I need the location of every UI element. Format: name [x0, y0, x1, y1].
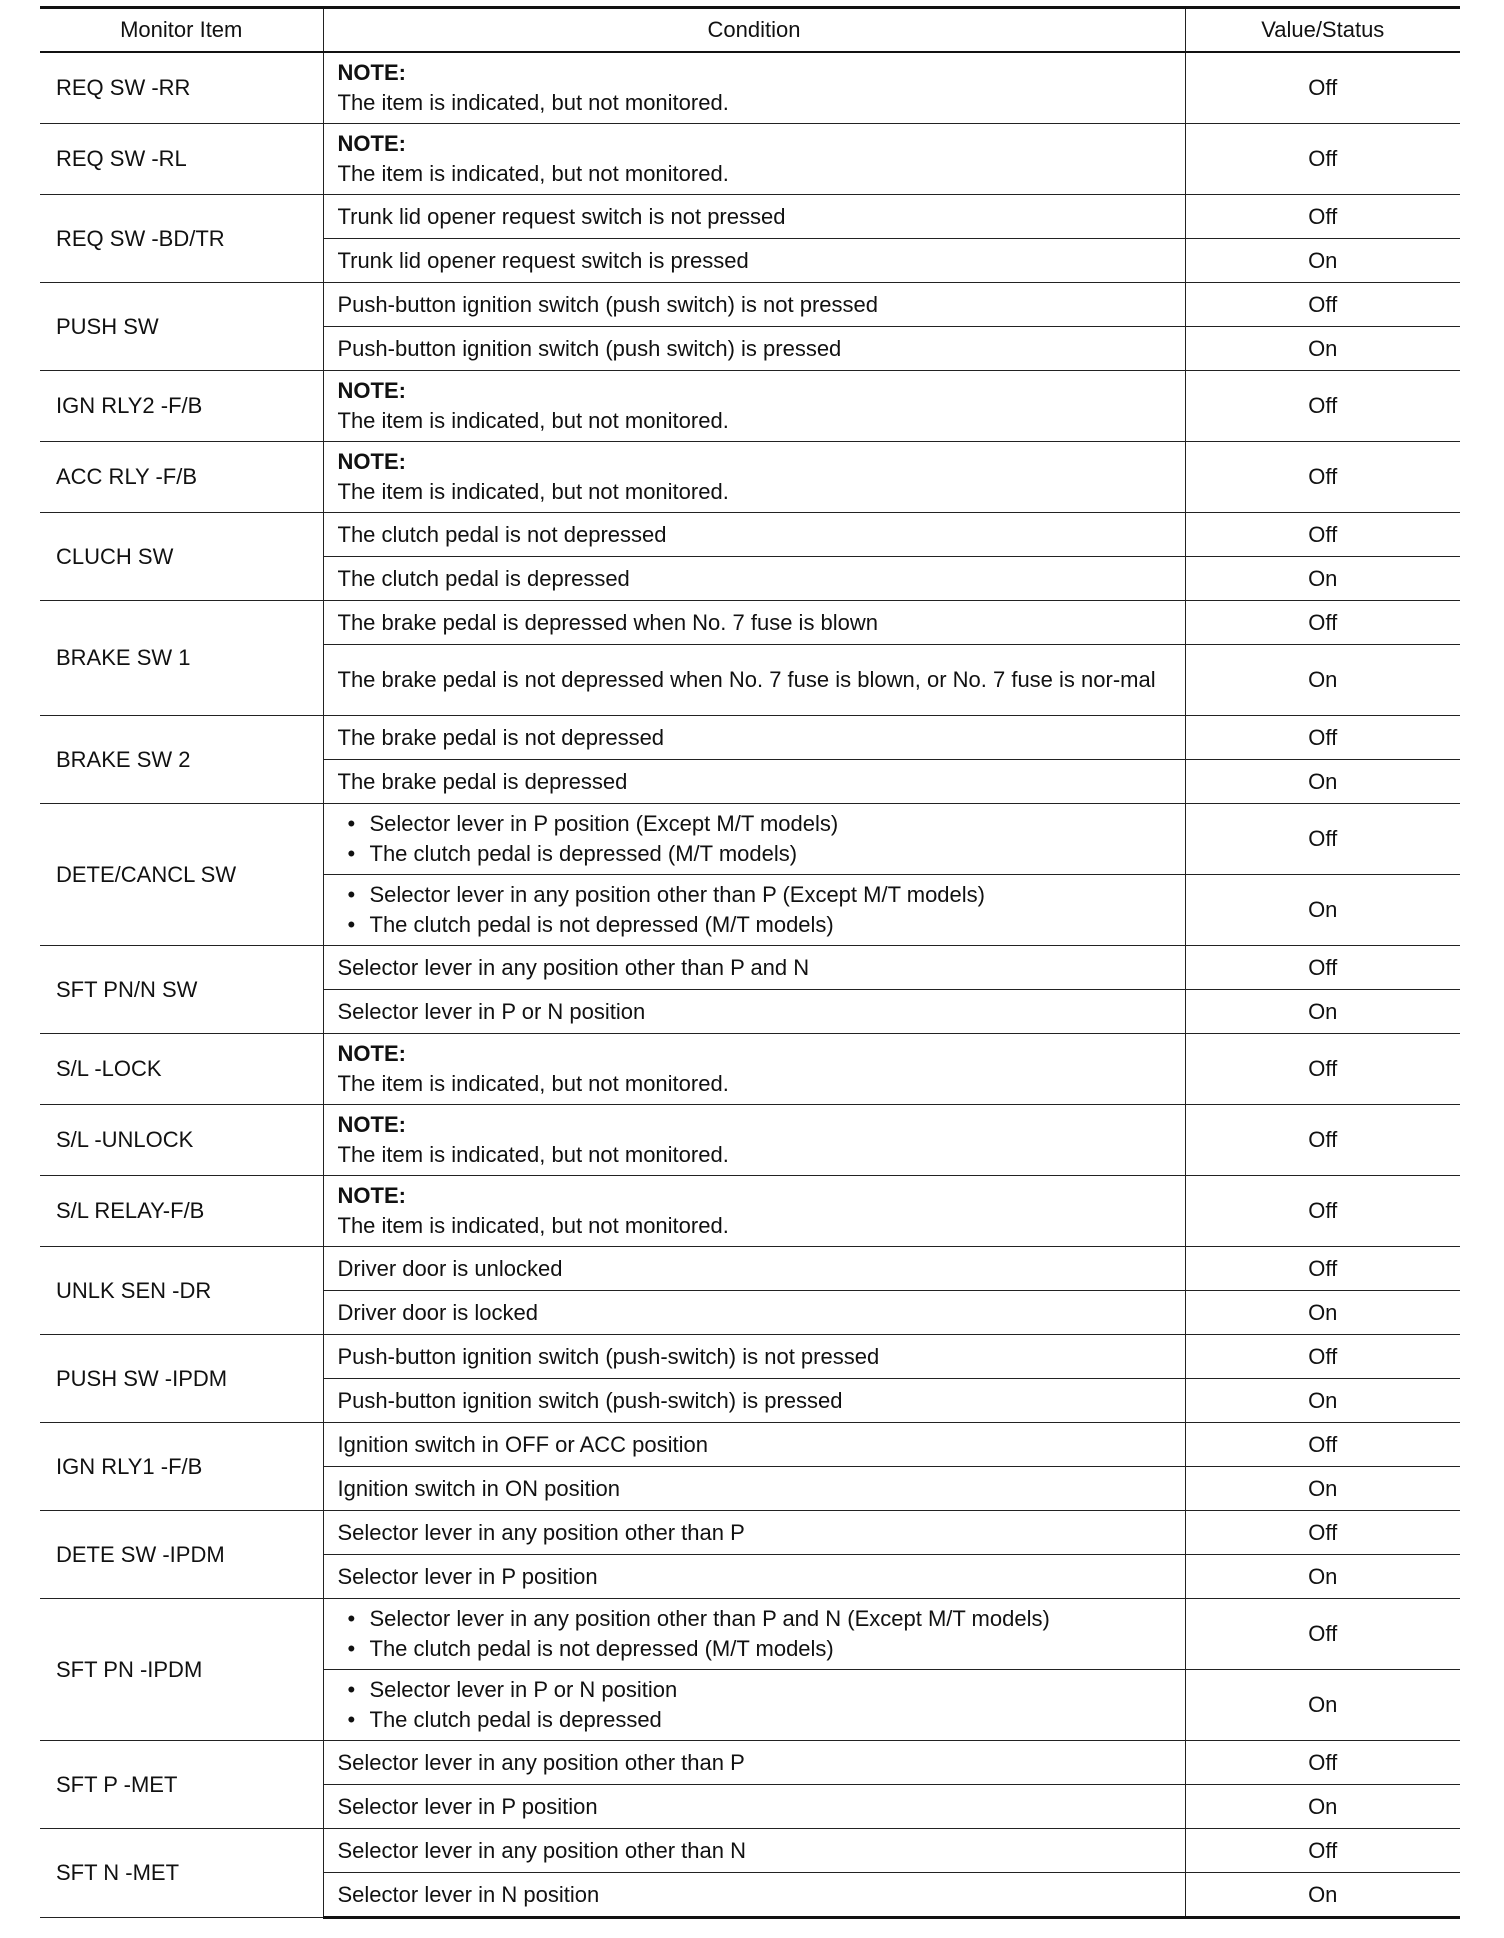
monitor-item-cell: BRAKE SW 2 [40, 716, 323, 804]
note-label: NOTE: [337, 1041, 406, 1066]
condition-text: Push-button ignition switch (push-switch) is not pressed [337, 1343, 880, 1369]
value-status-cell: On [1185, 327, 1460, 371]
table-row [40, 1423, 1460, 1467]
value-status-cell: On [1185, 760, 1460, 804]
condition-cell [323, 1335, 1185, 1379]
condition-cell [323, 124, 1185, 195]
value-status-cell: On [1185, 645, 1460, 716]
condition-cell [323, 1034, 1185, 1105]
condition-text: The clutch pedal is not depressed [337, 521, 667, 547]
table-row [40, 371, 1460, 442]
value-status-cell: Off [1185, 124, 1460, 195]
value-status-cell: Off [1185, 716, 1460, 760]
table-row [40, 1599, 1460, 1670]
condition-text: Selector lever in N position [337, 1881, 600, 1907]
monitor-item-cell: IGN RLY2 -F/B [40, 371, 323, 442]
value-status-cell: Off [1185, 1599, 1460, 1670]
monitor-table [40, 6, 1460, 1919]
condition-cell [323, 283, 1185, 327]
table-row [40, 1511, 1460, 1555]
monitor-item-cell: REQ SW -RR [40, 52, 323, 124]
monitor-item-cell: DETE SW -IPDM [40, 1511, 323, 1599]
condition-cell [323, 875, 1185, 946]
table-row [40, 513, 1460, 557]
condition-text: The brake pedal is depressed when No. 7 fuse is blown [337, 609, 879, 635]
monitor-item-cell: PUSH SW -IPDM [40, 1335, 323, 1423]
bullet-item: • The clutch pedal is depressed [348, 1705, 1171, 1735]
condition-text: The brake pedal is not depressed [337, 724, 665, 750]
note-text: The item is indicated, but not monitored. [337, 408, 729, 433]
monitor-item-cell: SFT P -MET [40, 1741, 323, 1829]
condition-cell [323, 804, 1185, 875]
condition-cell [323, 371, 1185, 442]
monitor-item-cell: DETE/CANCL SW [40, 804, 323, 946]
table-row [40, 1247, 1460, 1291]
value-status-cell: On [1185, 1670, 1460, 1741]
value-status-cell: Off [1185, 946, 1460, 990]
value-status-cell: Off [1185, 1741, 1460, 1785]
condition-cell [323, 1599, 1185, 1670]
condition-text: Ignition switch in OFF or ACC position [337, 1431, 708, 1457]
note-text: The item is indicated, but not monitored. [337, 90, 729, 115]
bullet-item: • Selector lever in any position other than P (Except M/T models) [348, 880, 1171, 910]
value-status-cell: On [1185, 1555, 1460, 1599]
monitor-item-cell: IGN RLY1 -F/B [40, 1423, 323, 1511]
value-status-cell: Off [1185, 52, 1460, 124]
note-label: NOTE: [337, 1183, 406, 1208]
monitor-item-cell: S/L -LOCK [40, 1034, 323, 1105]
condition-cell [323, 1423, 1185, 1467]
monitor-item-cell: SFT PN/N SW [40, 946, 323, 1034]
note-text: The item is indicated, but not monitored. [337, 479, 729, 504]
condition-cell [323, 1829, 1185, 1873]
value-status-cell: Off [1185, 1335, 1460, 1379]
note-text: The item is indicated, but not monitored. [337, 1213, 729, 1238]
value-status-cell: On [1185, 1467, 1460, 1511]
value-status-cell: Off [1185, 1034, 1460, 1105]
value-status-cell: On [1185, 1291, 1460, 1335]
monitor-item-cell: PUSH SW [40, 283, 323, 371]
value-status-cell: Off [1185, 1247, 1460, 1291]
monitor-item-cell: REQ SW -BD/TR [40, 195, 323, 283]
table-row [40, 946, 1460, 990]
table-row [40, 52, 1460, 124]
table-row [40, 1105, 1460, 1176]
note-text: The item is indicated, but not monitored. [337, 1142, 729, 1167]
condition-cell [323, 1176, 1185, 1247]
value-status-cell: On [1185, 990, 1460, 1034]
condition-cell [323, 716, 1185, 760]
note-label: NOTE: [337, 1112, 406, 1137]
condition-text: Push-button ignition switch (push-switch) is pressed [337, 1387, 843, 1413]
table-body [40, 52, 1460, 1918]
bullet-list [338, 809, 1171, 869]
monitor-item-cell: BRAKE SW 1 [40, 601, 323, 716]
table-row [40, 283, 1460, 327]
condition-cell [323, 1670, 1185, 1741]
condition-text: Driver door is unlocked [337, 1255, 563, 1281]
note-text: The item is indicated, but not monitored. [337, 1071, 729, 1096]
bullet-item: • The clutch pedal is not depressed (M/T models) [348, 1634, 1171, 1664]
condition-cell [323, 1741, 1185, 1785]
value-status-cell: On [1185, 1873, 1460, 1918]
condition-text: Trunk lid opener request switch is pressed [337, 247, 749, 273]
condition-text: Selector lever in any position other than N [337, 1837, 746, 1863]
condition-cell [323, 1873, 1185, 1918]
value-status-cell: On [1185, 239, 1460, 283]
monitor-item-cell: SFT PN -IPDM [40, 1599, 323, 1741]
bullet-item: • Selector lever in any position other than P and N (Except M/T models) [348, 1604, 1171, 1634]
condition-cell [323, 645, 1185, 716]
value-status-cell: Off [1185, 1423, 1460, 1467]
condition-cell [323, 1467, 1185, 1511]
monitor-item-cell: REQ SW -RL [40, 124, 323, 195]
condition-text: Push-button ignition switch (push switch) is pressed [337, 335, 842, 361]
condition-cell [323, 990, 1185, 1034]
condition-cell [323, 1247, 1185, 1291]
bullet-list [338, 880, 1171, 940]
condition-text: The brake pedal is depressed [337, 768, 628, 794]
note-label: NOTE: [337, 378, 406, 403]
value-status-cell: Off [1185, 1176, 1460, 1247]
monitor-item-cell: S/L RELAY-F/B [40, 1176, 323, 1247]
condition-cell [323, 1105, 1185, 1176]
table-row [40, 1335, 1460, 1379]
condition-cell [323, 601, 1185, 645]
table-row [40, 124, 1460, 195]
bullet-item: • Selector lever in P position (Except M/T models) [348, 809, 1171, 839]
condition-cell [323, 1511, 1185, 1555]
condition-cell [323, 1291, 1185, 1335]
value-status-cell: On [1185, 1379, 1460, 1423]
monitor-item-cell: S/L -UNLOCK [40, 1105, 323, 1176]
monitor-item-cell: SFT N -MET [40, 1829, 323, 1918]
note-label: NOTE: [337, 60, 406, 85]
value-status-cell: Off [1185, 1511, 1460, 1555]
condition-cell [323, 239, 1185, 283]
value-status-cell: Off [1185, 804, 1460, 875]
value-status-cell: Off [1185, 601, 1460, 645]
condition-text: Selector lever in P or N position [337, 998, 646, 1024]
table-row [40, 1829, 1460, 1873]
condition-cell [323, 195, 1185, 239]
condition-text: Selector lever in any position other than P [337, 1519, 745, 1545]
value-status-cell: Off [1185, 371, 1460, 442]
note-text: The item is indicated, but not monitored. [337, 161, 729, 186]
condition-text: Selector lever in P position [337, 1793, 598, 1819]
table-row [40, 1176, 1460, 1247]
condition-cell [323, 557, 1185, 601]
value-status-cell: Off [1185, 195, 1460, 239]
condition-text: Selector lever in any position other than P and N [337, 954, 810, 980]
header-value-status: Value/Status [1185, 8, 1460, 53]
condition-text: Selector lever in P position [337, 1563, 598, 1589]
header-monitor-item: Monitor Item [40, 8, 323, 53]
bullet-item: • Selector lever in P or N position [348, 1675, 1171, 1705]
monitor-item-cell: UNLK SEN -DR [40, 1247, 323, 1335]
condition-text: Driver door is locked [337, 1299, 539, 1325]
condition-cell [323, 513, 1185, 557]
value-status-cell: Off [1185, 1829, 1460, 1873]
document-page [40, 6, 1460, 1919]
monitor-item-cell: ACC RLY -F/B [40, 442, 323, 513]
bullet-list [338, 1675, 1171, 1735]
bullet-list [338, 1604, 1171, 1664]
table-row [40, 1034, 1460, 1105]
value-status-cell: On [1185, 875, 1460, 946]
condition-text: Trunk lid opener request switch is not pressed [337, 203, 786, 229]
value-status-cell: Off [1185, 442, 1460, 513]
value-status-cell: On [1185, 1785, 1460, 1829]
note-label: NOTE: [337, 131, 406, 156]
table-row [40, 1741, 1460, 1785]
monitor-item-cell: CLUCH SW [40, 513, 323, 601]
condition-cell [323, 1555, 1185, 1599]
condition-cell [323, 760, 1185, 804]
table-row [40, 195, 1460, 239]
condition-cell [323, 1379, 1185, 1423]
condition-text: Ignition switch in ON position [337, 1475, 620, 1501]
value-status-cell: On [1185, 557, 1460, 601]
condition-cell [323, 1785, 1185, 1829]
condition-text: The clutch pedal is depressed [337, 565, 630, 591]
table-row [40, 716, 1460, 760]
value-status-cell: Off [1185, 283, 1460, 327]
note-label: NOTE: [337, 449, 406, 474]
condition-cell [323, 946, 1185, 990]
table-row [40, 601, 1460, 645]
value-status-cell: Off [1185, 513, 1460, 557]
condition-cell [323, 327, 1185, 371]
value-status-cell: Off [1185, 1105, 1460, 1176]
condition-text: Selector lever in any position other than P [337, 1749, 745, 1775]
condition-text: Push-button ignition switch (push switch) is not pressed [337, 291, 878, 317]
bullet-item: • The clutch pedal is depressed (M/T models) [348, 839, 1171, 869]
condition-text: The brake pedal is not depressed when No. 7 fuse is blown, or No. 7 fuse is nor-mal [337, 667, 1156, 692]
table-row [40, 442, 1460, 513]
header-condition: Condition [323, 8, 1185, 53]
condition-cell [323, 52, 1185, 124]
condition-cell [323, 442, 1185, 513]
bullet-item: • The clutch pedal is not depressed (M/T models) [348, 910, 1171, 940]
table-header [40, 8, 1460, 53]
table-row [40, 804, 1460, 875]
